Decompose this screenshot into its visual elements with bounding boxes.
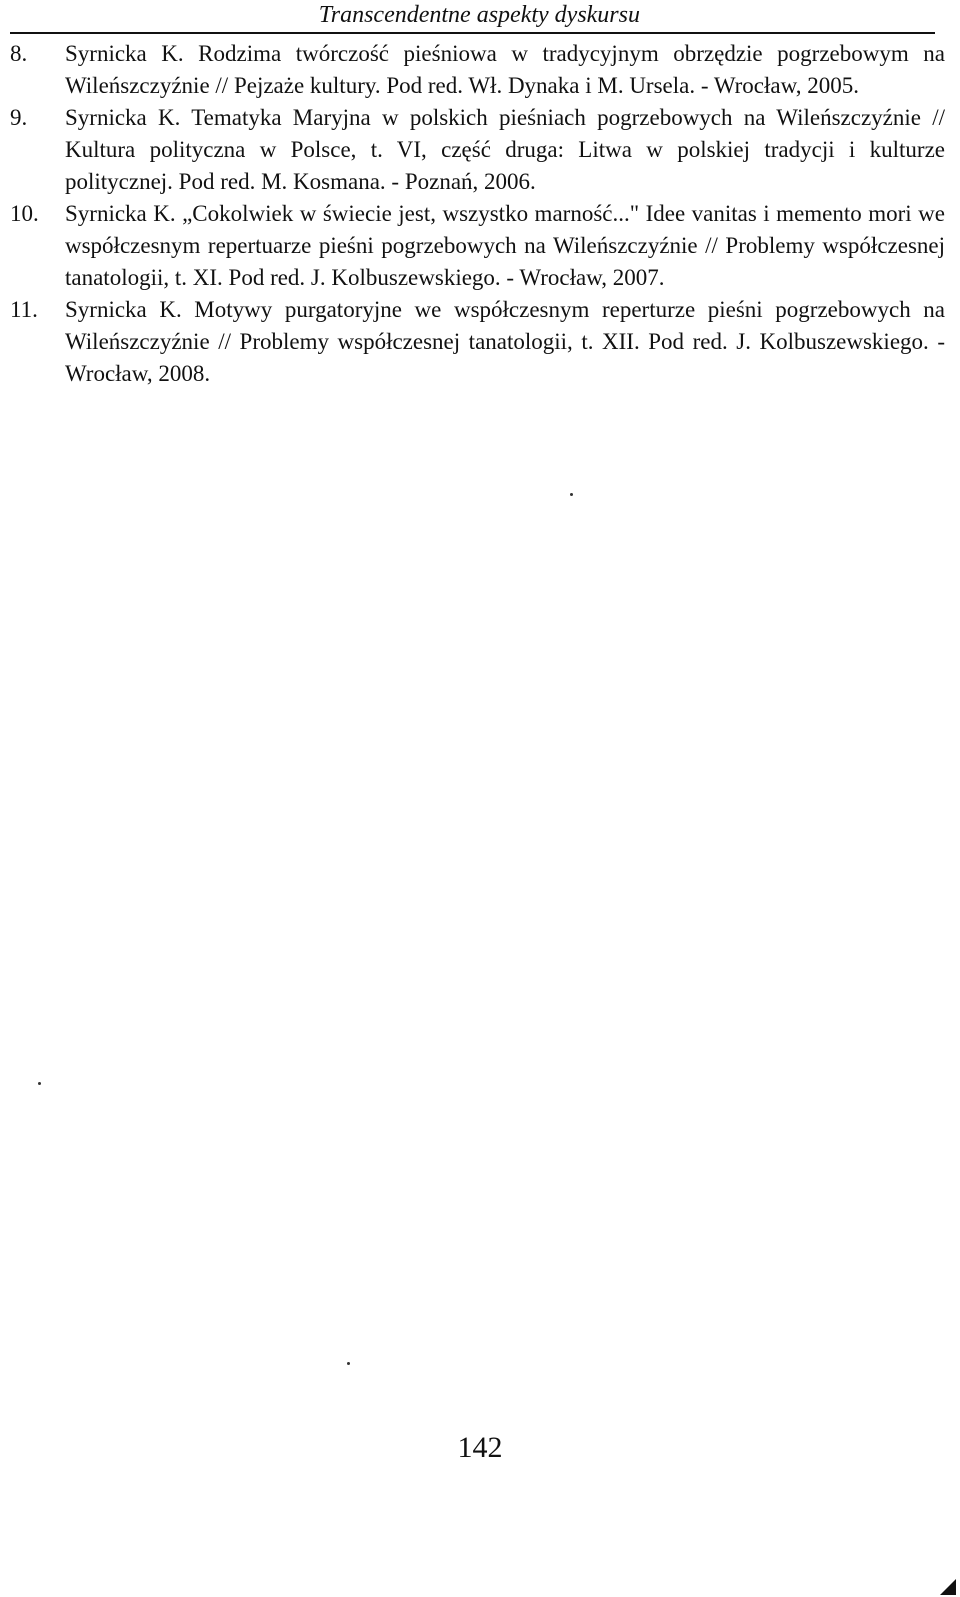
bibliography-entry	[10, 294, 945, 390]
entry-number: 11.	[10, 297, 38, 322]
entry-number: 10.	[10, 201, 39, 226]
running-title: Transcendentne aspekty dyskursu	[318, 2, 640, 28]
scan-speck	[570, 493, 573, 496]
entry-text: Syrnicka K. Rodzima twórczość pieśniowa w tradycyjnym obrzędzie pogrzebowym na Wileńszczyźnie // Pejzaże kultury. Pod red. Wł. Dynaka i M. Ursela. - Wrocław, 2005.	[65, 41, 945, 98]
running-header	[10, 0, 935, 34]
entry-text: Syrnicka K. „Cokolwiek w świecie jest, wszystko marność..." Idee vanitas i memento mori we współczesnym repertuarze pieśni pogrzebowych na Wileńszczyźnie // Problemy współczesnej tanatologii, t. XI. Pod red. J. Kolbuszewskiego. - Wrocław, 2007.	[65, 201, 945, 290]
bibliography-entry	[10, 38, 945, 102]
scan-speck	[38, 1082, 41, 1085]
bibliography-entry	[10, 198, 945, 294]
scan-corner-mark	[940, 1579, 956, 1595]
bibliography-list	[10, 38, 945, 390]
entry-text: Syrnicka K. Motywy purgatoryjne we współczesnym reperturze pieśni pogrzebowych na Wileńszczyźnie // Problemy współczesnej tanatologii, t. XII. Pod red. J. Kolbuszewskiego. - Wrocław, 2008.	[65, 297, 945, 386]
scan-speck	[347, 1362, 350, 1365]
entry-number: 8.	[10, 41, 28, 66]
entry-text: Syrnicka K. Tematyka Maryjna w polskich pieśniach pogrzebowych na Wileńszczyźnie // Kultura polityczna w Polsce, t. VI, część druga: Litwa w polskiej tradycji i kulturze politycznej. Pod red. M. Kosmana. - Poznań, 2006.	[65, 105, 945, 194]
bibliography-entry	[10, 102, 945, 198]
page-number: 142	[457, 1431, 503, 1464]
entry-number: 9.	[10, 105, 28, 130]
